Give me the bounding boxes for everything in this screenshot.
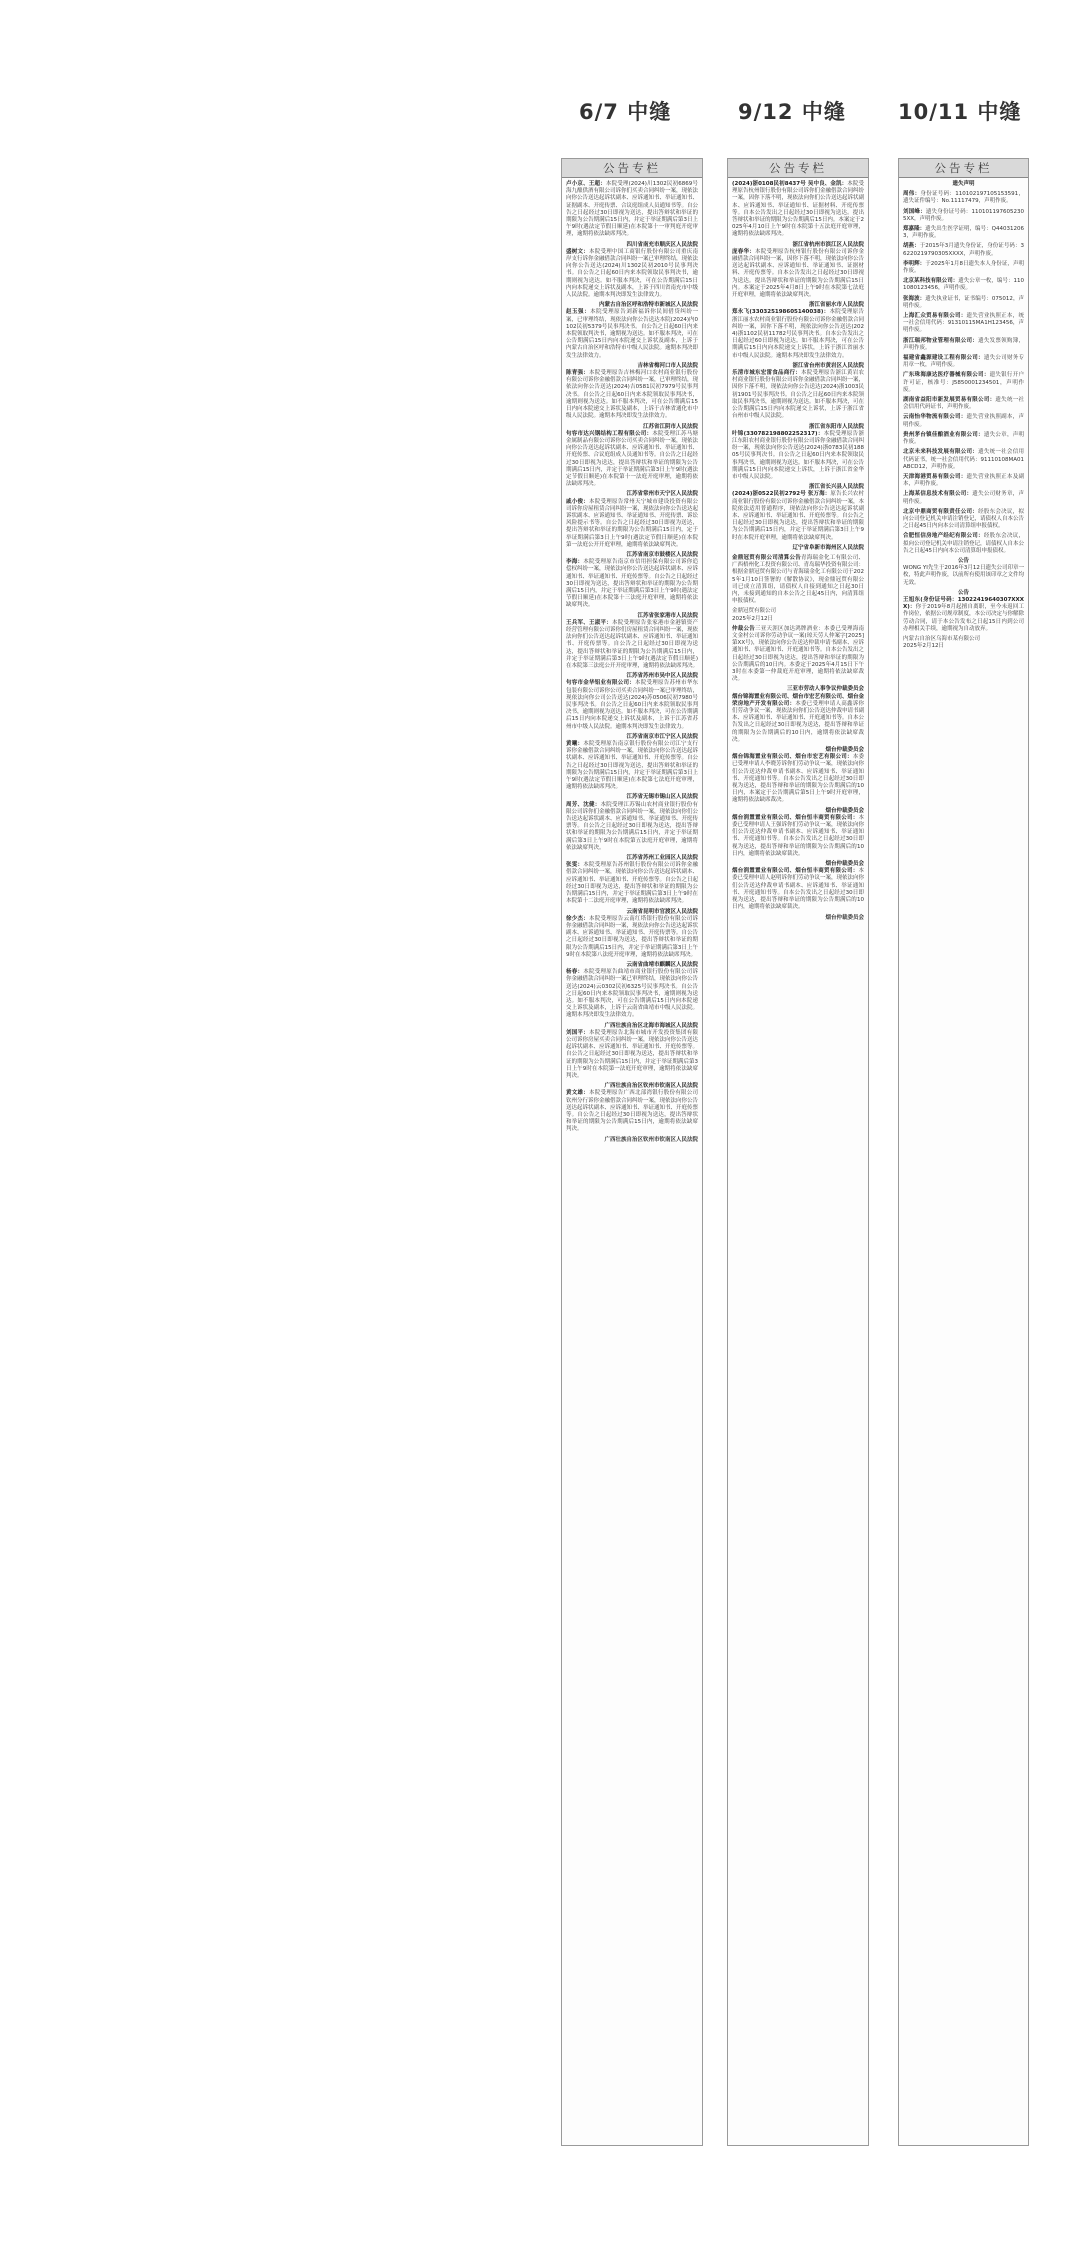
notice-issuer: 吉林省梅河口市人民法院 — [637, 362, 698, 369]
notice-item — [732, 626, 864, 684]
notice-item — [903, 181, 1024, 188]
notice-text: 遗失出生医学证明，编号：Q440312063，声明作废。 — [903, 226, 1024, 240]
notice-text: 本委已受理申请人李晓芳诉你们劳动争议一案，现依法向你们公告送达仲裁申请书副本、应诉通知书、举证通知书、开庭通知书等。自本公告发出之日起经过30日即视为送达，提出答辩和举证的期限为公告期满后的10日内，本案定于公告期满后第5日上午9时开庭审理，逾期将依法缺席裁决。 — [732, 754, 865, 804]
notice-item — [903, 397, 1024, 411]
notice-item — [903, 191, 1024, 205]
notice-issuer: 云南省昆明市官渡区人民法院 — [626, 908, 698, 915]
notice-text: 本院受理原告浙江黄岩农村商业银行股份有限公司诉你金融借款合同纠纷一案，因你下落不明，现依法向你公告送达(2024)浙1003民初1901号民事判决书。自公告之日起60日内来本院领取民事判决书，逾期则视为送达。如不服本判决，可在公告期满后15日内向本院递交上诉状，上诉于浙江省台州市中级人民法院。 — [732, 370, 865, 420]
notice-text: 本院受理原告广西北部湾银行股份有限公司钦州分行诉你金融借款合同纠纷一案，现依法向你公告送达起诉状副本、应诉通知书、举证通知书、开庭传票等。自公告之日起经过30日即视为送达，提出答辩状和举证的期限为公告期满后15日内，逾期将依法缺席判决。 — [566, 1090, 699, 1133]
notice-item — [566, 302, 698, 360]
notice-text: 本院受理原告吉林梅河口农村商业银行股份有限公司诉你金融借款合同纠纷一案，已审理终结，现依法向你公告送达(2024)吉0581民初7979号民事判决书。自公告之日起60日内来本院领取民事判决书，逾期则视为送达。如不服本判决，可在公告期满后15日内向本院递交上诉状及副本，上诉于吉林省通化市中级人民法院。逾期本判决即发生法律效力。 — [566, 370, 699, 420]
notice-addressee: 烟台锦海置业有限公司、烟台市宏艺有限公司： — [732, 754, 853, 761]
notice-issuer: 云南省曲靖市麒麟区人民法院 — [626, 961, 698, 968]
notice-addressee: 庞春华： — [732, 248, 755, 255]
notice-addressee: (2024)浙0522民初2792号 张万海： — [732, 491, 831, 498]
notice-addressee: 湖南省益阳市新发展贸易有限公司： — [903, 397, 996, 404]
notice-item — [566, 491, 698, 549]
notice-issuer: 浙江省丽水市人民法院 — [808, 302, 864, 309]
notice-text: 本院受理原告南京银行股份有限公司江宁支行诉你金融借款合同纠纷一案，现依法向你公告送达起诉状副本、应诉通知书、举证通知书、开庭传票等。自公告之日起经过30日即视为送达，提出答辩状和举证的期限为公告期满后15日内，并定于举证期满后第3日上午9时(遇法定节假日顺延)在本院第七法庭开庭审理，逾期将依法缺席判决。 — [566, 741, 699, 791]
notice-issuer: 江苏省常州市天宁区人民法院 — [626, 491, 698, 498]
notice-addressee: 刘国峰： — [903, 208, 926, 215]
notice-item — [566, 734, 698, 792]
notice-item — [732, 747, 864, 805]
notice-item — [903, 533, 1024, 555]
notice-text: WONG YI先生于2016年3月12日遗失公司印章一枚，特此声明作废，以前所有使用该印章之文件均无效。 — [903, 565, 1025, 586]
notice-issuer: 公告 — [957, 557, 969, 564]
column-header: 公告专栏 — [728, 159, 868, 178]
notice-text: 本院受理原告浙江东阳农村商业银行股份有限公司诉你金融借款合同纠纷一案，现依法向你公告送达(2024)浙0783民初18805号民事判决书。自公告之日起60日内来本院领取民事判决书，逾期则视为送达。如不服本判决，可在公告期满后15日内向本院递交上诉状，上诉于浙江省金华市中级人民法院。 — [732, 430, 865, 480]
notice-text: 遗失身份证号码：1101011976052305XX，声明作废。 — [903, 208, 1024, 222]
notice-item — [903, 474, 1024, 488]
notice-addressee: 王旭东(身份证号码：13022419640307XXXX)： — [903, 596, 1024, 611]
notice-text: 本院受理原告北海市城市开发投资集团有限公司诉你房屋买卖合同纠纷一案，现依法向你公告送达起诉状副本、应诉通知书、举证通知书、开庭传票等。自公告之日起经过30日即视为送达，提出答辩状和举证的期限为公告期满后15日内，并定于举证期满后第3日上午9时在本院第一法庭开庭审理，逾期将依法缺席判决。 — [566, 1029, 699, 1079]
notice-text: 遗失公司财务专用章一枚，声明作废。 — [903, 355, 1024, 369]
notice-addressee: 句容市金华铝业有限公司： — [566, 680, 635, 687]
notice-item — [903, 491, 1024, 505]
notice-item — [566, 1023, 698, 1081]
notice-text: 原告长兴农村商业银行股份有限公司诉你金融借款合同纠纷一案，本院依法适用普通程序，现依法向你公告送达起诉状副本、应诉通知书、举证通知书、开庭传票等。自公告之日起经过30日即视为送达，提出答辩状和举证的期限为公告期满后15日内，并定于举证期满后第3日上午9时在本院开庭审理，逾期将依法缺席判决。 — [732, 491, 865, 541]
notice-item — [566, 962, 698, 1020]
notice-addressee: 上海汇众贸易有限公司： — [903, 313, 967, 320]
notice-item — [566, 909, 698, 959]
notice-item — [732, 555, 864, 605]
notice-text: 经股东会决议，拟向公司登记机关申请注销登记，请债权人自本公告之日起45日内向本公司清算组申报债权。 — [903, 508, 1025, 530]
notice-text: 本院受理原告杭州银行股份有限公司诉你们金融借款合同纠纷一案，因你下落不明，现依法向你们公告送达起诉状副本、应诉通知书、举证通知书、证据材料、开庭传票等。自本公告发出之日起经过30日即视为送达。提出答辩状和举证的期限为公告期满后15日内。本案定于2025年4月10日上午9时在本院第十五法庭开庭审理，逾期将依法缺席判决。 — [732, 181, 865, 238]
notice-item — [903, 372, 1024, 394]
notice-item — [732, 861, 864, 911]
notice-addressee: 广东珠海康达医疗器械有限公司： — [903, 372, 990, 379]
notice-issuer: 内蒙古自治区呼和浩特市新城区人民法院 — [598, 302, 698, 309]
notice-text: 本院受理原告浙江丽水农村商业银行股份有限公司诉你金融借款合同纠纷一案，因你下落不明，现依法向你公告送达(2024)浙1102民初11782号民事判决书。自本公告发出之日起经过60日即视为送达。如不服本判决，可在公告期满后15日内向本院递交上诉状，上诉于浙江省丽水市中级人民法院。逾期本判决即发生法律效力。 — [732, 309, 865, 359]
notice-item — [903, 278, 1024, 292]
notice-addressee: 赵玉强： — [566, 309, 591, 316]
notice-text: 本院受理原告张家港市金港镇资产经营管理有限公司诉你们房屋租赁合同纠纷一案，现依法向你们公告送达起诉状副本、应诉通知书、举证通知书、开庭传票等。自公告之日起经过30日即视为送达，提出答辩状和举证的期限为公告期满后15日内，并定于举证期满后第3日上午9时(遇法定节假日顺延)在本院第三法庭公开开庭审理，逾期将依法缺席判决。 — [566, 619, 699, 669]
column-title-2: 9/12 中缝 — [738, 100, 846, 124]
notice-text: 本院受理原告云南红塔银行股份有限公司诉你金融借款合同纠纷一案，现依法向你公告送达起诉状副本、应诉通知书、举证通知书、开庭传票等。自公告之日起经过30日即视为送达，提出答辩状和举证的期限为公告期满后15日内，并定于举证期满后第3日上午9时在本院第八法庭开庭审理，逾期将依法缺席判决。 — [566, 915, 699, 958]
notice-issuer: 江苏省无锡市锡山区人民法院 — [626, 794, 698, 801]
notice-text: 本院受理原告曲靖市商业银行股份有限公司诉你金融借款合同纠纷一案已审理终结，现依法向你公告送达(2024)云0302民初6325号民事判决书。自公告之日起60日内来本院领取民事判决书，逾期则视为送达。如不服本判决，可在公告期满后15日内向本院递交上诉状及副本，上诉于云南省曲靖市中级人民法院。逾期本判决即发生法律效力。 — [566, 969, 699, 1019]
notice-addressee: 合肥恒信房地产经纪有限公司： — [903, 533, 984, 540]
notice-addressee: 云南怡华物流有限公司： — [903, 414, 967, 421]
notice-item — [566, 181, 698, 239]
notice-addressee: 刘国平： — [566, 1029, 589, 1036]
notice-issuer: 辽宁省阜新市海州区人民法院 — [792, 544, 864, 551]
notice-addressee: 胡燕： — [903, 243, 920, 250]
notice-issuer: 江苏省南京市鼓楼区人民法院 — [626, 551, 698, 558]
notice-item — [903, 338, 1024, 352]
notice-addressee: 句容市达兴钢结构工程有限公司： — [566, 430, 653, 437]
notice-text: 本院受理原告杭州银行股份有限公司诉你金融借款合同纠纷一案，因你下落不明，现依法向你公告送达起诉状副本、应诉通知书、举证通知书、证据材料、开庭传票等。自本公告发出之日起经过30日即视为送达。提出答辩状和举证的期限为公告期满后15日内。本案定于2025年4月8日上午9时在本院第七法庭开庭审理，逾期将依法缺席判决。 — [732, 248, 865, 299]
notice-addressee: 金鼎冠贸有限公司清算公告 — [732, 554, 801, 561]
notice-text: 遗失发票领购簿，声明作废。 — [903, 337, 1024, 351]
notice-item — [903, 414, 1024, 428]
notice-issuer: 四川省南充市顺庆区人民法院 — [626, 241, 698, 248]
notice-issuer: 浙江省东阳市人民法院 — [808, 423, 864, 430]
notice-issuer: 烟台仲裁委员会 — [825, 747, 864, 754]
notice-addressee: 徐少杰： — [566, 915, 589, 922]
notice-text: 遗失银行开户许可证，核准号：J5850001234501，声明作废。 — [903, 372, 1024, 393]
notice-item — [903, 558, 1024, 587]
notice-issuer: 江苏省苏州工业园区人民法院 — [626, 855, 698, 862]
notice-item — [732, 424, 864, 482]
notice-text: 金鼎冠贸有限公司 2025年2月12日 — [732, 608, 777, 622]
notice-item — [903, 355, 1024, 369]
notice-issuer: 江苏省江阴市人民法院 — [642, 423, 698, 430]
notice-text: 本院受理原告苏州市华东包装有限公司诉你公司买卖合同纠纷一案已审理终结，现依法向你公司公告送达(2024)苏0506民初7980号民事判决书。自公告之日起60日内来本院领取民事判决书，逾期则视为送达。如不服本判决，可在公告期满后15日内向本院递交上诉状及副本，上诉于江苏省苏州市中级人民法院。逾期本判决即发生法律效力。 — [566, 680, 699, 730]
notice-addressee: 黄文雄： — [566, 1090, 589, 1097]
notice-addressee: 浙江瑞邦物业管理有限公司： — [903, 337, 979, 344]
notice-item — [903, 209, 1024, 223]
notice-addressee: 周伟： — [903, 191, 921, 198]
notice-item — [566, 363, 698, 421]
notice-item — [566, 613, 698, 671]
notice-item — [903, 432, 1024, 446]
notice-addressee: 乐清市城东宏雷食品商行： — [732, 370, 801, 377]
notice-text: 本院受理原告刘新福诉你民间借贷纠纷一案，已审理终结，现依法向你公告送达本院(2024)内0102民初5379号民事判决书。自公告之日起60日内来本院领取判决书，逾期视为送达。如不服本判决，可在公告期满后15日内向本院递交上诉状及副本，上诉于内蒙古自治区呼和浩特市中级人民法院。逾期本判决即发生法律效力。 — [566, 309, 699, 359]
notice-addressee: 北京中鼎商贸有限责任公司： — [903, 508, 979, 515]
notice-addressee: 烟台润置置业有限公司、烟台恒丰商贸有限公司： — [732, 814, 859, 821]
notice-addressee: 贵州茅台镇佳酿酒业有限公司： — [903, 431, 984, 438]
notice-item — [903, 226, 1024, 240]
notice-addressee: 烟台锦海置业有限公司、烟台市宏艺有限公司、烟台金荣房地产开发有限公司： — [732, 693, 865, 707]
notice-issuer: 浙江省台州市黄岩区人民法院 — [792, 362, 864, 369]
notice-text: 于2015年3月遗失身份证，身份证号码：36220219790305XXXX，声明作废。 — [903, 243, 1024, 257]
notice-item — [903, 636, 1024, 650]
notice-text: 本委已受理申请人赵明诉你们劳动争议一案，现依法向你们公告送达仲裁申请书副本、应诉通知书、举证通知书、开庭通知书等。自本公告发出之日起经过30日即视为送达，提出答辩和举证的期限为公告期满后的10日内，逾期将依法缺席裁决。 — [732, 868, 865, 911]
notice-addressee: 李海： — [566, 559, 584, 566]
notice-item — [566, 1083, 698, 1133]
notice-item — [732, 608, 864, 622]
notice-addressee: 戚小俊： — [566, 498, 589, 505]
notice-text: 身份证号码：110102197105153591，遗失证件编号：No.11117479，声明作废。 — [903, 191, 1024, 205]
notice-issuer: 三亚市劳动人事争议仲裁委员会 — [786, 686, 864, 693]
notice-addressee: 周芳、沈健： — [566, 801, 601, 808]
notice-text: 遗失统一社会信用代码证书，统一社会信用代码：91110108MA01ABCD12，声明作废。 — [903, 449, 1024, 470]
notice-addressee: 李明辉： — [903, 260, 926, 267]
notice-column-2 — [727, 158, 869, 2146]
column-body — [899, 178, 1028, 650]
notice-text: 遗失公司财务章，声明作废。 — [903, 491, 1024, 505]
column-header: 公告专栏 — [562, 159, 702, 178]
notice-issuer: 烟台仲裁委员会 — [825, 914, 864, 921]
notice-addressee: 张海波： — [903, 295, 926, 302]
notice-text: 遗失公章一枚，编号：1101080123456，声明作废。 — [903, 278, 1024, 292]
notice-item — [566, 855, 698, 905]
notice-item — [732, 242, 864, 300]
notice-text: 遗失执业证书，证书编号：075012，声明作废。 — [903, 295, 1024, 309]
notice-issuer: 公告 — [957, 589, 969, 596]
notice-text: 本院受理原告常州天宁城市建设投资有限公司诉你房屋租赁合同纠纷一案，现依法向你公告送达起诉状副本、应诉通知书、举证通知书、开庭传票、诉讼风险提示书等。自公告之日起经过30日即视为送达，提出答辩状和举证的期限为公告期满后15日内，定于举证期满后第3日上午9时(遇法定节假日顺延)在本院第一法庭公开开庭审理，逾期将依法缺席判决。 — [566, 498, 699, 548]
notice-text: 于2025年1月8日遗失本人身份证，声明作废。 — [903, 260, 1024, 275]
notice-item — [732, 808, 864, 858]
notice-text: 本院受理江苏锡山农村商业银行股份有限公司诉你们金融借款合同纠纷一案，现依法向你们公告送达起诉状副本、应诉通知书、举证通知书、开庭传票等。自公告之日起经过30日即视为送达，提出答辩状和举证的期限为公告期满后15日内，并定于举证期满后第3日上午9时在本院第五法庭开庭审理，逾期将依法缺席判决。 — [566, 801, 699, 851]
notice-text: 遗失营业执照副本，声明作废。 — [903, 414, 1024, 428]
notice-text: 遗失统一社会信用代码证书，声明作废。 — [903, 397, 1024, 411]
notice-issuer: 遗失声明 — [952, 181, 975, 187]
notice-addressee: 郑永飞(330325198605140038)： — [732, 309, 830, 316]
notice-text: 遗失营业执照正本，统一社会信用代码：91310115MA1H123456，声明作废。 — [903, 313, 1024, 334]
notice-text: 本院受理(2024)川1302民初6869号海九酿供酒有限公司诉你们买卖合同纠纷一案，现依法向你公告送达起诉状副本、应诉通知书、举证通知书、证据副本、开庭传票、合议庭组成人员通知书等。自公告之日起经过30日即视为送达，提出答辩状和举证的期限为公告期满后15日内，并定于举证期满后第3日上午9时(遇法定节假日顺延)在本院第十一审判庭开庭审理，逾期将依法缺席判决。 — [566, 181, 699, 238]
notice-text: 本委已受理申请人王强诉你们劳动争议一案，现依法向你们公告送达仲裁申请书副本、应诉通知书、举证通知书、开庭通知书等。自本公告发出之日起经过30日即视为送达，提出答辩和举证的期限为公告期满后的10日内，逾期将依法缺席裁决。 — [732, 814, 865, 857]
notice-addressee: 北京某科技有限公司： — [903, 278, 959, 285]
notice-addressee: 杨春： — [566, 969, 584, 976]
notice-text: 经股东会决议，拟向公司登记机关申请注销登记，请债权人自本公告之日起45日内向本公司清算组申报债权。 — [903, 533, 1025, 554]
notice-item — [566, 673, 698, 731]
notice-text: 三亚天涯区加达鸿牌酒业：本委已受理海南文金村公司诉你劳动争议一案(琼天劳人仲案字[2025]第XX号)，现依法向你公告送达仲裁申请书副本、应诉通知书、举证通知书、开庭通知书等。自本公告发出之日起经过30日即视为送达，提出答辩和举证的期限为公告期满后的10日内。本委定于2025年4月15日下午3时在本委第一仲裁庭开庭审理，逾期将依法缺席裁决。 — [732, 625, 865, 683]
notice-item — [903, 243, 1024, 257]
notice-text: 遗失营业执照正本及副本，声明作废。 — [903, 473, 1024, 488]
notice-text: 遗失公章，声明作废。 — [903, 431, 1024, 446]
notice-addressee: (2024)浙0108民初8437号 吴中良、金凯： — [732, 181, 848, 187]
column-title-1: 6/7 中缝 — [579, 100, 672, 124]
notice-text: 本院受理中国工商银行股份有限公司重庆南岸支行诉你金融借款合同纠纷一案已审理终结，现依法向你公告送达(2024)川1302民初2010号民事判决书。自公告之日起60日内来本院领取民事判决书，逾期则视为送达。如不服本判决，可在公告期满后15日内向本院递交上诉状及副本，上诉于四川省南充市中级人民法院。逾期本判决即发生法律效力。 — [566, 248, 699, 299]
column-header: 公告专栏 — [899, 159, 1028, 178]
notice-issuer: 广西壮族自治区钦州市钦南区人民法院 — [604, 1083, 698, 1090]
notice-issuer: 江苏省南京市江宁区人民法院 — [626, 733, 698, 740]
notice-item — [903, 296, 1024, 310]
notice-item — [903, 449, 1024, 471]
notice-item — [732, 363, 864, 421]
notice-text: 本院受理原告苏州银行股份有限公司诉你金融借款合同纠纷一案，现依法向你公告送达起诉状副本、应诉通知书、举证通知书、开庭传票等。自公告之日起经过30日即视为送达，提出答辩状和举证的期限为公告期满后15日内，并定于举证期满后第3日上午9时在本院第十二法庭开庭审理，逾期将依法缺席判决。 — [566, 862, 699, 905]
column-body — [728, 178, 868, 922]
notice-item — [903, 509, 1024, 531]
notice-addressee: 王兵军、王淑平： — [566, 619, 612, 626]
notice-issuer: 广西壮族自治区钦州市钦南区人民法院 — [604, 1136, 698, 1143]
notice-addressee: 张雯： — [566, 862, 584, 869]
notice-column-1 — [561, 158, 703, 2146]
notice-text: 本委已受理申请人高鑫诉你们劳动争议一案，现依法向你们公告送达仲裁申请书副本、应诉通知书、举证通知书、开庭通知书等。自本公告发出之日起经过30日即视为送达，提出答辩和举证的期限为公告期满后的10日内，逾期将依法缺席裁决。 — [732, 700, 865, 743]
notice-item — [732, 545, 864, 552]
notice-text: 你于2019年8月起擅自离职，至今未返回工作岗位，依据公司规章制度，本公司决定与你解除劳动合同，请于本公告发布之日起15日内到公司办理相关手续，逾期视为自动放弃。 — [903, 604, 1025, 632]
notice-issuer: 烟台仲裁委员会 — [825, 861, 864, 868]
column-title-3: 10/11 中缝 — [898, 100, 1022, 124]
column-body — [562, 178, 702, 1144]
notice-addressee: 天津海港贸易有限公司： — [903, 473, 967, 480]
notice-item — [566, 552, 698, 610]
notice-addressee: 烟台润置置业有限公司、烟台恒丰商贸有限公司： — [732, 868, 859, 875]
notice-addressee: 盛树文： — [566, 248, 589, 255]
notice-item — [732, 302, 864, 360]
notice-item — [903, 261, 1024, 275]
notice-column-3 — [898, 158, 1029, 2146]
notice-addressee: 叶锦(330782198802252317)： — [732, 430, 824, 437]
notice-issuer: 江苏省苏州市吴中区人民法院 — [626, 673, 698, 680]
notice-text: 青海瑞金化工有限公司、广西梧州化工投资有限公司、青岛瑞华投资有限公司：根据金鼎冠贸有限公司与青海瑞金化工有限公司于2025年1月10日签署的《解散协议》，现金鼎冠贸有限公司已成立清算组，请债权人自接到通知之日起30日内，未接到通知的自本公告之日起45日内，向清算组申报债权。 — [732, 554, 865, 605]
notice-item — [732, 181, 864, 239]
notice-item — [566, 242, 698, 300]
notice-item — [566, 424, 698, 489]
notice-addressee: 北京未来科技发展有限公司： — [903, 449, 979, 456]
notice-text: 内蒙古自治区乌海市某有限公司 2025年2月12日 — [903, 635, 981, 650]
notice-addressee: 仲裁公告 — [732, 625, 755, 632]
notice-item — [903, 313, 1024, 335]
notice-issuer: 江苏省张家港市人民法院 — [637, 612, 698, 619]
notice-item — [732, 686, 864, 744]
notice-item — [903, 590, 1024, 633]
notice-issuer: 浙江省长兴县人民法院 — [808, 484, 864, 491]
notice-text: 本院受理江苏马塘金属制品有限公司诉你公司买卖合同纠纷一案，现依法向你公告送达起诉状副本、应诉通知书、举证通知书、开庭传票、合议庭组成人员通知书等。自公告之日起经过30日即视为送达，提出答辩状和举证的期限为公告期满后15日内，并定于举证期满后第3日上午9时(遇法定节假日顺延)在本院第十一法庭开庭审理，逾期将依法缺席判决。 — [566, 430, 699, 488]
notice-issuer: 浙江省杭州市滨江区人民法院 — [792, 241, 864, 248]
notice-item — [566, 794, 698, 852]
notice-addressee: 上海某信息技术有限公司： — [903, 491, 973, 498]
notice-addressee: 卢小京、王超： — [566, 181, 606, 187]
notice-issuer: 烟台仲裁委员会 — [825, 807, 864, 814]
notice-addressee: 福建省鑫源建设工程有限公司： — [903, 355, 984, 362]
notice-text: 本院受理原告南京市信用担保有限公司诉你追偿权纠纷一案，现依法向你公告送达起诉状副本、应诉通知书、举证通知书、开庭传票等。自公告之日起经过30日即视为送达，提出答辩状和举证的期限为公告期满后15日内，并定于举证期满后第3日上午9时(遇法定节假日顺延)在本院第十三法庭开庭审理，逾期将依法缺席判决。 — [566, 559, 699, 609]
notice-addressee: 黄曦： — [566, 741, 584, 748]
notice-item — [732, 484, 864, 542]
notice-addressee: 陈青强： — [566, 370, 589, 377]
notice-addressee: 郑嘉隆： — [903, 226, 926, 233]
notice-issuer: 广西壮族自治区北海市海城区人民法院 — [604, 1022, 698, 1029]
